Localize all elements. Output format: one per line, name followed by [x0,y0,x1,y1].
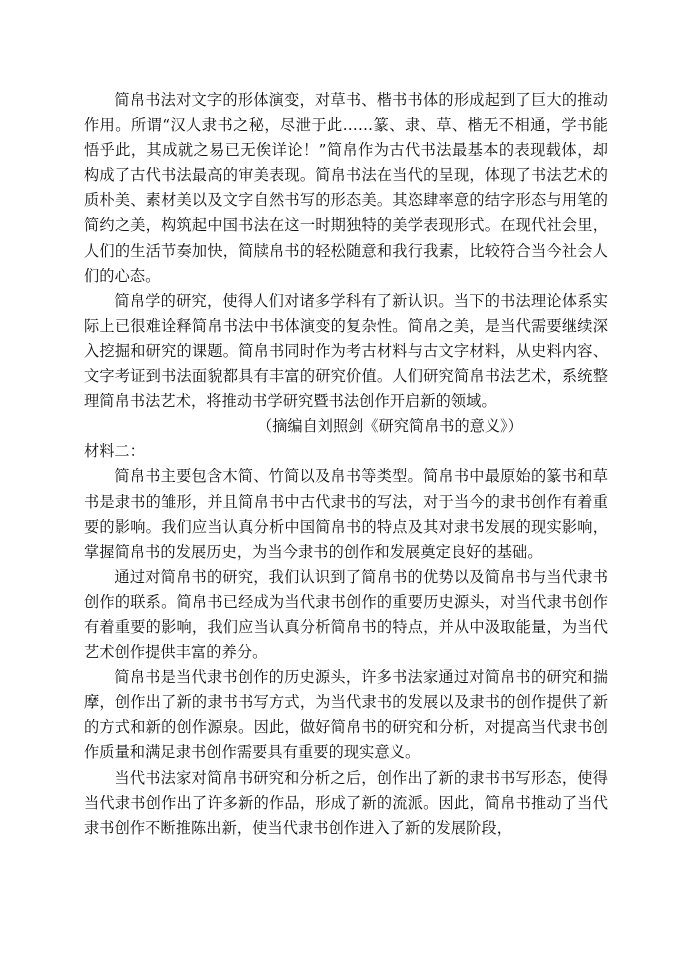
document-page [84,88,608,841]
source-citation: （摘编自刘照剑《研究简帛书的意义》） [257,417,523,436]
material-two-label: 材料二： [84,442,145,461]
material-two-paragraph-3: 简帛书是当代隶书创作的历史源头，许多书法家通过对简帛书的研究和揣摩，创作出了新的隶书书写方式，为当代隶书的发展以及隶书的创作提供了新的方式和新的创作源泉。因此，做好简帛书的研究和分析，对提高当代隶书创作质量和满足隶书创作需要具有重要的现实意义。 [84,668,608,762]
material-one-paragraph-2: 简帛学的研究，使得人们对诸多学科有了新认识。当下的书法理论体系实际上已很难诠释简帛书法中书体演变的复杂性。简帛之美，是当代需要继续深入挖掘和研究的课题。简帛书同时作为考古材料与古文字材料，从史料内容、文字考证到书法面貌都具有丰富的研究价值。人们研究简帛书法艺术，系统整理简帛书法艺术，将推动书学研究暨书法创作开启新的领域。 [84,291,608,411]
material-two-paragraph-4: 当代书法家对简帛书研究和分析之后，创作出了新的隶书书写形态，使得当代隶书创作出了许多新的作品，形成了新的流派。因此，简帛书推动了当代隶书创作不断推陈出新，使当代隶书创作进入了新的发展阶段， [84,768,608,837]
material-one-paragraph-1: 简帛书法对文字的形体演变，对草书、楷书书体的形成起到了巨大的推动作用。所谓“汉人隶书之秘，尽泄于此……篆、隶、草、楷无不相通，学书能悟乎此，其成就之易已无俟详论！”简帛作为古代书法最基本的表现载体，却构成了古代书法最高的审美表现。简帛书法在当代的呈现，体现了书法艺术的质朴美、素材美以及文字自然书写的形态美。其恣肆率意的结字形态与用笔的简约之美，构筑起中国书法在这一时期独特的美学表现形式。在现代社会里，人们的生活节奏加快，简牍帛书的轻松随意和我行我素，比较符合当今社会人们的心态。 [84,91,608,285]
material-two-paragraph-2: 通过对简帛书的研究，我们认识到了简帛书的优势以及简帛书与当代隶书创作的联系。简帛书已经成为当代隶书创作的重要历史源头，对当代隶书创作有着重要的影响，我们应当认真分析简帛书的特点，并从中汲取能量，为当代艺术创作提供丰富的养分。 [84,567,608,662]
material-two-paragraph-1: 简帛书主要包含木简、竹简以及帛书等类型。简帛书中最原始的篆书和草书是隶书的雏形，并且简帛书中古代隶书的写法，对于当今的隶书创作有着重要的影响。我们应当认真分析中国简帛书的特点及其对隶书发展的现实影响，掌握简帛书的发展历史，为当今隶书的创作和发展奠定良好的基础。 [84,467,608,561]
